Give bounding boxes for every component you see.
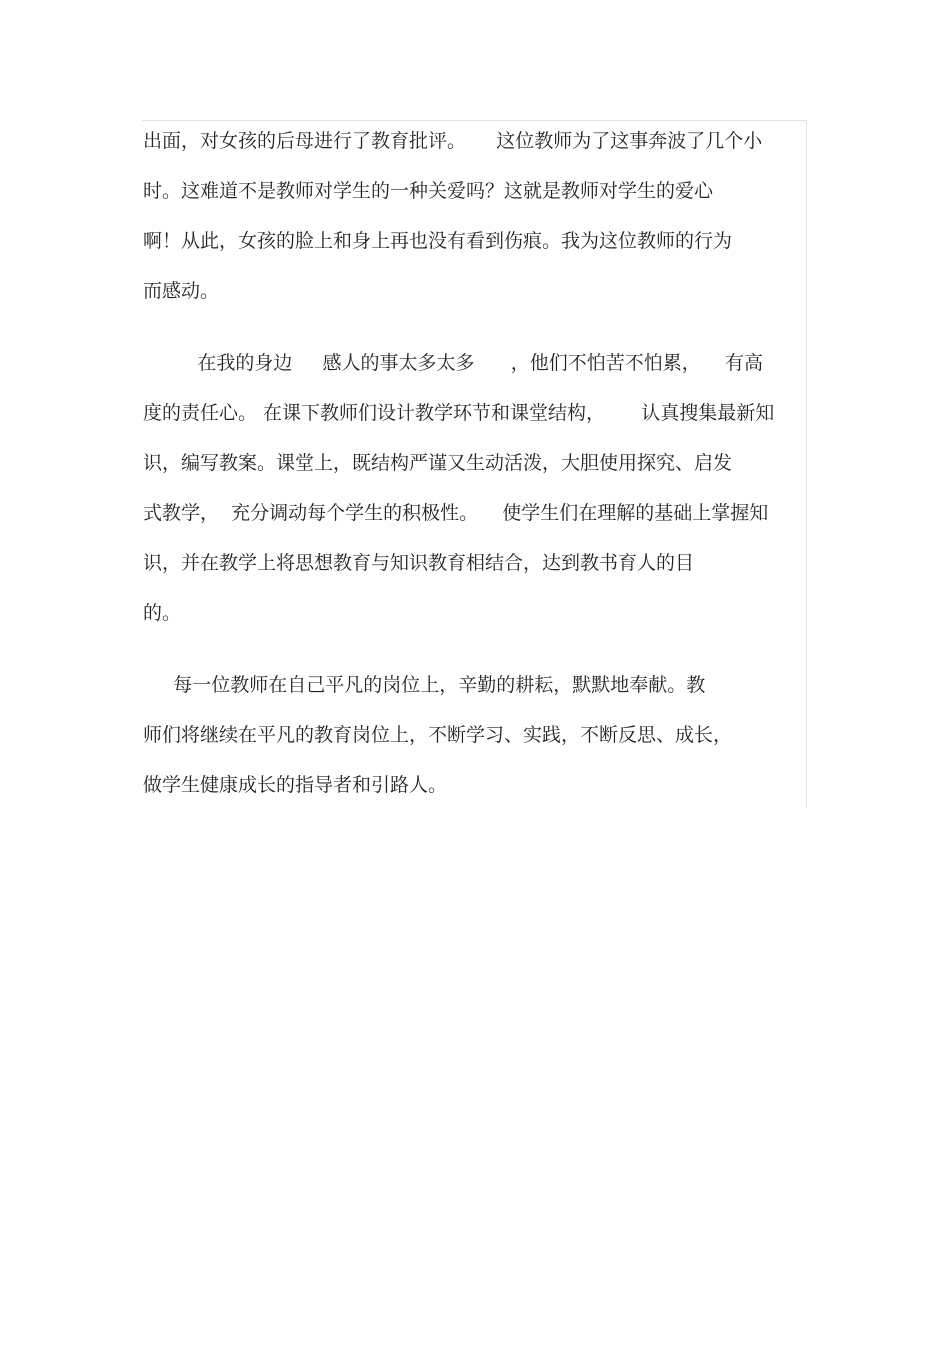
paragraph-3-line-2: 师们将继续在平凡的教育岗位上，不断学习、实践，不断反思、成长， [143, 724, 733, 746]
paragraph-3-line-1: 每一位教师在自己平凡的岗位上，辛勤的耕耘，默默地奉献。教 [143, 674, 706, 696]
paragraph-2-line-6: 的。 [143, 602, 182, 624]
paragraph-1-line-4: 而感动。 [143, 280, 220, 302]
paragraph-1-line-1: 出面，对女孩的后母进行了教育批评。 这位教师为了这事奔波了几个小 [143, 130, 763, 152]
paragraph-1-line-2: 时。这难道不是教师对学生的一种关爱吗？这就是教师对学生的爱心 [143, 180, 714, 202]
paragraph-2-line-1: 在我的身边 感人的事太多太多 ，他们不怕苦不怕累， 有高 [143, 352, 763, 374]
paragraph-2-line-5: 识，并在教学上将思想教育与知识教育相结合，达到教书育人的目 [143, 552, 695, 574]
paragraph-3-line-3: 做学生健康成长的指导者和引路人。 [143, 774, 448, 796]
paragraph-2-line-3: 识，编写教案。课堂上，既结构严谨又生动活泼，大胆使用探究、启发 [143, 452, 733, 474]
paragraph-1-line-3: 啊！从此，女孩的脸上和身上再也没有看到伤痕。我为这位教师的行为 [143, 230, 733, 252]
paragraph-2-line-4: 式教学， 充分调动每个学生的积极性。 使学生们在理解的基础上掌握知 [143, 502, 769, 524]
paragraph-2-line-2: 度的责任心。 在课下教师们设计教学环节和课堂结构， 认真搜集最新知 [143, 402, 775, 424]
